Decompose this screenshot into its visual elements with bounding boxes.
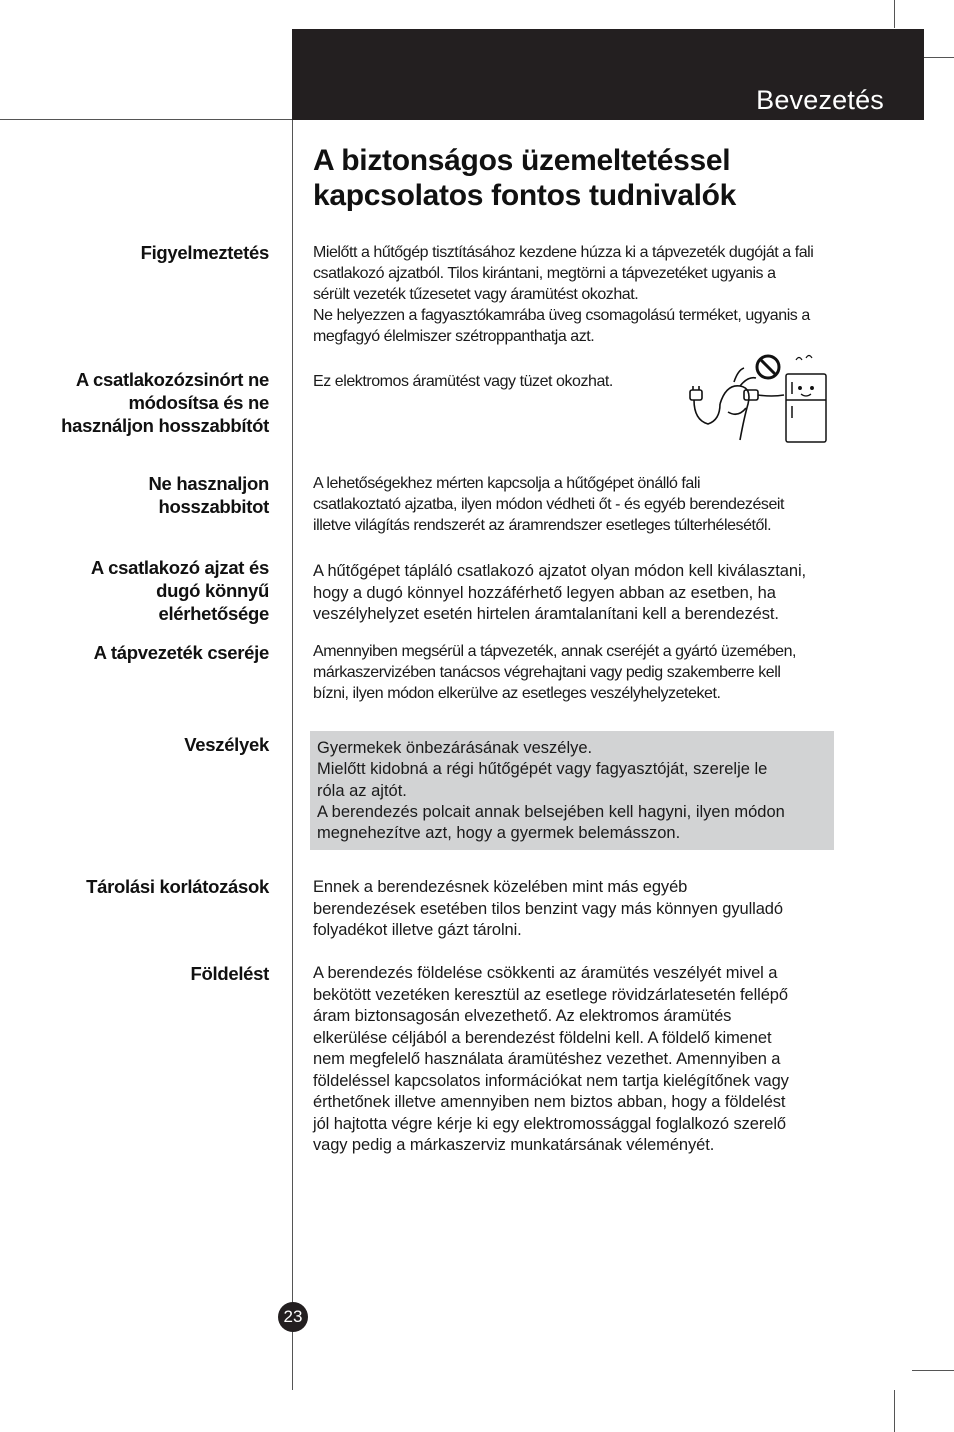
section-header-bar — [292, 29, 924, 120]
column-divider — [292, 120, 293, 1390]
section-text-cord: Ez elektromos áramütést vagy tüzet okozhat. — [313, 373, 613, 390]
crop-mark — [894, 1390, 895, 1432]
section-label-storage: Tárolási korlátozások — [86, 876, 269, 897]
page-title: A biztonságos üzemeltetéssel kapcsolatos fontos tudnivalók — [313, 144, 737, 212]
section-label-grounding: Földelést — [190, 963, 269, 984]
trim-line — [0, 119, 292, 120]
crop-mark — [912, 1370, 954, 1371]
crop-mark — [924, 57, 954, 58]
page-number-badge: 23 — [278, 1302, 308, 1332]
section-title: Bevezetés — [756, 85, 884, 115]
refrigerator-icon — [786, 356, 826, 443]
section-text-grounding: A berendezés földelése csökkenti az áramütés veszélyét mivel a bekötött vezetéken keresztül az esetlege rövidzárlatesetén fellépő áram biztonsagosán elvezethető. Az elektromos áramütés elkerülése céljából a berendezést földelni kell. A földelő kimenet nem megfelelő használata áramütéshez vezethet. Amennyiben a földeléssel kapcsolatos információkat nem tartja kielégítőnek vagy érthetőnek illetve amennyiben nem biztos abban, hogy a földelést jól hajtotta végre kérje ki egy elektromossággal foglalkozó szerelő vagy pedig a márkaszerviz munkatársának véleményét. — [313, 964, 789, 1154]
section-text-storage: Ennek a berendezésnek közelében mint más egyéb berendezések esetében tilos benzint vagy más könnyen gyulladó folyadékot illetve gázt tárolni. — [313, 878, 783, 939]
section-text-warning: Mielőtt a hűtőgép tisztításához kezdene húzza ki a tápvezeték dugóját a fali csatlakozó ajzatból. Tilos kirántani, megtörni a tápvezetéket ugyanis a sérült vezeték tűzesetet vagy áramütést okozhat. Ne helyezzen a fagyasztókamrába üveg csomagolású terméket, ugyanis a megfagyó élelmiszer szétroppanthatja azt. — [313, 244, 814, 345]
section-label-socket-access: A csatlakozó ajzat és dugó könnyű elérhetősége — [90, 557, 269, 624]
section-label-dangers: Veszélyek — [184, 734, 269, 755]
section-text-dangers: Gyermekek önbezárásának veszélye. Mielőtt kidobná a régi hűtőgépét vagy fagyasztóját, szerelje le róla az ajtót. A berendezés polcait annak belsejében kell hagyni, ilyen módon megnehezítve azt, hogy a gyermek belemásszon. — [317, 739, 785, 843]
section-text-socket-access: A hűtőgépet tápláló csatlakozó ajzatot olyan módon kell kiválasztani, hogy a dugó könnyel hozzáférhető legyen abban az esetben, ha veszélyhelyzet esetén hirtelen áramtalanítani kell a berendezést. — [313, 562, 806, 623]
no-extension-cord-illustration — [688, 352, 833, 447]
prohibition-icon — [757, 356, 779, 378]
section-label-no-extension: Ne hasznaljon hosszabbitot — [148, 473, 269, 517]
danger-highlight-box — [310, 731, 834, 850]
section-text-no-extension: A lehetőségekhez mérten kapcsolja a hűtőgépet önálló fali csatlakoztató ajzatba, ilyen módon védheti őt - és egyéb berendezéseit illetve világítás rendszerét az áramrendszer esetleges túlterhélesétől. — [313, 475, 785, 534]
section-label-cord-replacement: A tápvezeték cseréje — [93, 642, 269, 663]
section-label-warning: Figyelmeztetés — [140, 242, 269, 263]
crop-mark — [894, 0, 895, 28]
section-label-cord: A csatlakozózsinórt ne módosítsa és ne használjon hosszabbítót — [61, 369, 269, 436]
section-text-cord-replacement: Amennyiben megsérül a tápvezeték, annak cseréjét a gyártó üzemében, márkaszervizében tanácsos végrehajtani vagy pedig szakemberre kell bízni, ilyen módon elkerülve az esetleges veszélyhelyzeteket. — [313, 643, 797, 702]
